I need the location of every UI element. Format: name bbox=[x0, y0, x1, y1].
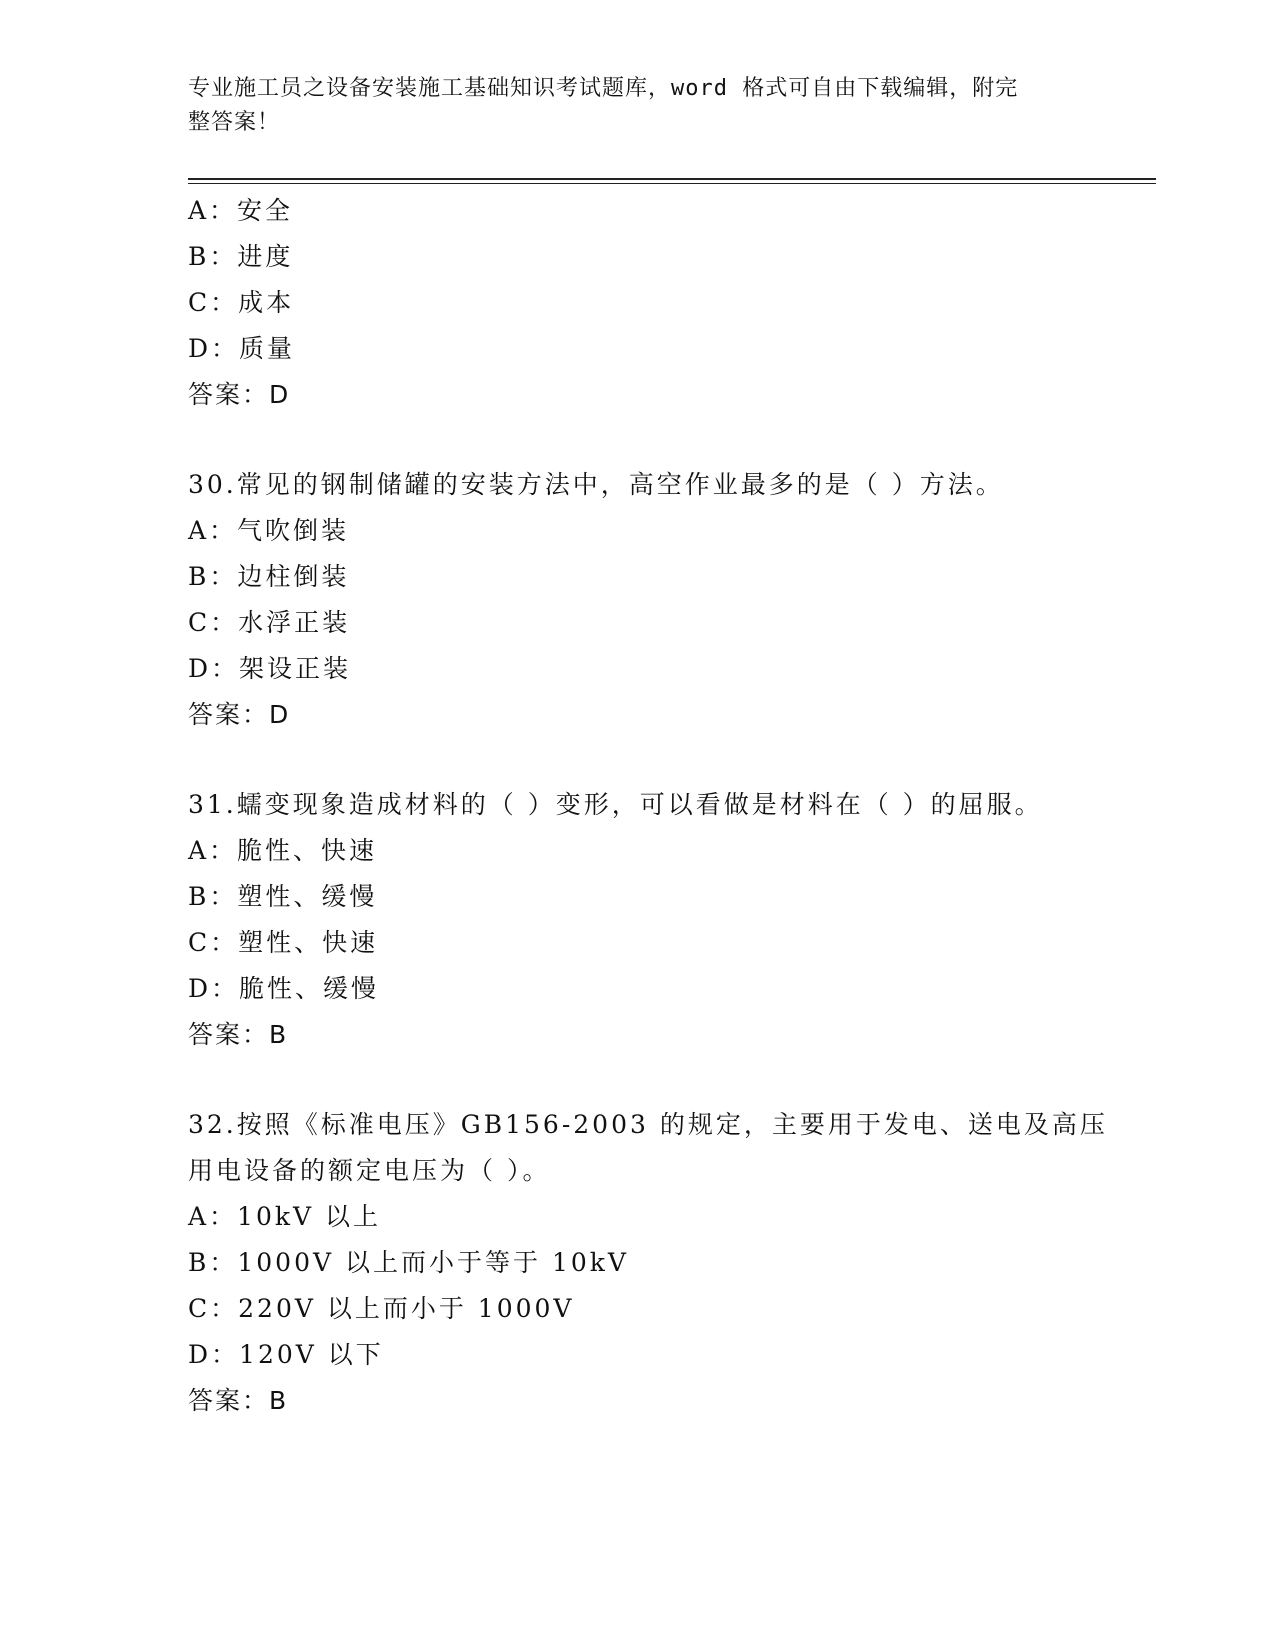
option-d: D：质量 bbox=[188, 334, 296, 363]
header-line-2: 整答案！ bbox=[188, 110, 281, 135]
option-c: C：水浮正装 bbox=[188, 608, 351, 637]
option-b: B：进度 bbox=[188, 242, 294, 271]
question-list bbox=[188, 188, 1108, 1424]
option-d: D：架设正装 bbox=[188, 654, 352, 683]
option-b: B：边柱倒装 bbox=[188, 562, 350, 591]
answer-label: 答案：D bbox=[188, 700, 291, 729]
option-a: A：安全 bbox=[188, 196, 294, 225]
question-text-line-1: 32.按照《标准电压》GB156-2003 的规定，主要用于发电、送电及高压 bbox=[188, 1110, 1108, 1139]
header-divider-thick bbox=[188, 178, 1156, 180]
question-block-32 bbox=[188, 1102, 1108, 1424]
header-divider-thin bbox=[188, 183, 1156, 184]
header-line-1: 专业施工员之设备安装施工基础知识考试题库，word 格式可自由下载编辑，附完 bbox=[188, 76, 1019, 101]
question-block-31 bbox=[188, 782, 1088, 1058]
option-b: B：塑性、缓慢 bbox=[188, 882, 378, 911]
question-text: 30.常见的钢制储罐的安装方法中，高空作业最多的是（ ）方法。 bbox=[188, 470, 1004, 499]
option-d: D：120V 以下 bbox=[188, 1340, 384, 1369]
answer-label: 答案：D bbox=[188, 380, 291, 409]
answer-label: 答案：B bbox=[188, 1020, 289, 1049]
question-text-line-2: 用电设备的额定电压为（ ）。 bbox=[188, 1156, 551, 1185]
option-d: D：脆性、缓慢 bbox=[188, 974, 380, 1003]
question-text: 31.蠕变现象造成材料的（ ）变形，可以看做是材料在（ ）的屈服。 bbox=[188, 790, 1043, 819]
option-c: C：塑性、快速 bbox=[188, 928, 379, 957]
option-a: A：气吹倒装 bbox=[188, 516, 350, 545]
answer-label: 答案：B bbox=[188, 1386, 289, 1415]
option-b: B：1000V 以上而小于等于 10kV bbox=[188, 1248, 629, 1277]
option-a: A：10kV 以上 bbox=[188, 1202, 382, 1231]
question-block-29 bbox=[188, 188, 1088, 418]
document-header bbox=[188, 72, 1068, 140]
question-block-30 bbox=[188, 462, 1088, 738]
option-c: C：220V 以上而小于 1000V bbox=[188, 1294, 575, 1323]
option-c: C：成本 bbox=[188, 288, 295, 317]
option-a: A：脆性、快速 bbox=[188, 836, 378, 865]
